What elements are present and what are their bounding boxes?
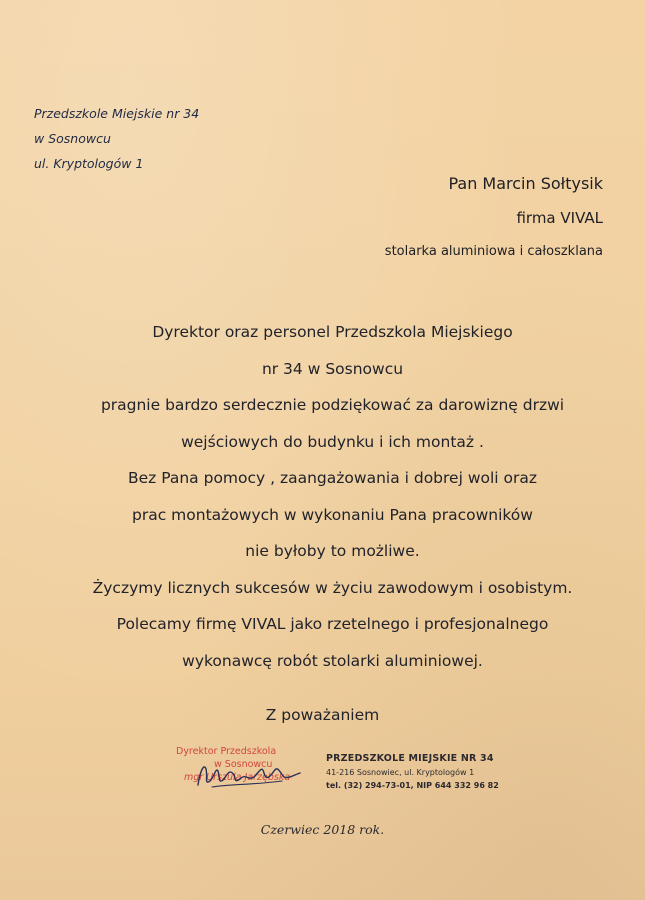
letter-body xyxy=(40,314,625,679)
body-line: Życzymy licznych sukcesów w życiu zawodowym i osobistym. xyxy=(92,578,573,597)
body-line: pragnie bardzo serdecznie podziękować za darowiznę drzwi xyxy=(100,396,565,414)
school-stamp-address: 41-216 Sosnowiec, ul. Kryptologów 1 xyxy=(326,768,475,777)
letter-date: Czerwiec 2018 rok. xyxy=(260,822,385,837)
school-stamp-name: PRZEDSZKOLE MIEJSKIE NR 34 xyxy=(326,753,494,764)
sender-line-2: w Sosnowcu xyxy=(34,131,111,146)
director-stamp-line-1: Dyrektor Przedszkola xyxy=(176,746,277,757)
recipient-company: firma VIVAL xyxy=(516,209,603,227)
director-stamp-line-3: mgr Urszula Jarzębska xyxy=(184,772,291,783)
recipient-business: stolarka aluminiowa i całoszklana xyxy=(384,244,603,259)
recipient-block xyxy=(385,172,603,262)
school-stamp-contact: tel. (32) 294-73-01, NIP 644 332 96 82 xyxy=(326,781,499,790)
sender-address xyxy=(34,101,199,176)
body-line: Dyrektor oraz personel Przedszkola Miejskiego xyxy=(152,323,513,341)
sender-line-3: ul. Kryptologów 1 xyxy=(34,156,144,171)
recipient-name: Pan Marcin Sołtysik xyxy=(448,174,603,193)
body-line: wykonawcę robót stolarki aluminiowej. xyxy=(182,651,483,670)
body-line: prac montażowych w wykonaniu Pana pracowników xyxy=(132,505,533,524)
handwritten-signature xyxy=(190,751,310,795)
closing-salutation: Z poważaniem xyxy=(265,706,380,724)
body-line: Bez Pana pomocy , zaangażowania i dobrej woli oraz xyxy=(127,469,538,487)
director-stamp xyxy=(170,745,320,801)
sender-line-1: Przedszkole Miejskie nr 34 xyxy=(34,106,200,121)
body-line: Polecamy firmę VIVAL jako rzetelnego i profesjonalnego xyxy=(116,615,549,633)
body-line: wejściowych do budynku i ich montaż . xyxy=(181,432,484,451)
school-stamp xyxy=(326,752,499,792)
director-stamp-line-2: w Sosnowcu xyxy=(214,759,273,770)
body-line: nie byłoby to możliwe. xyxy=(245,542,420,560)
body-line: nr 34 w Sosnowcu xyxy=(261,359,404,378)
